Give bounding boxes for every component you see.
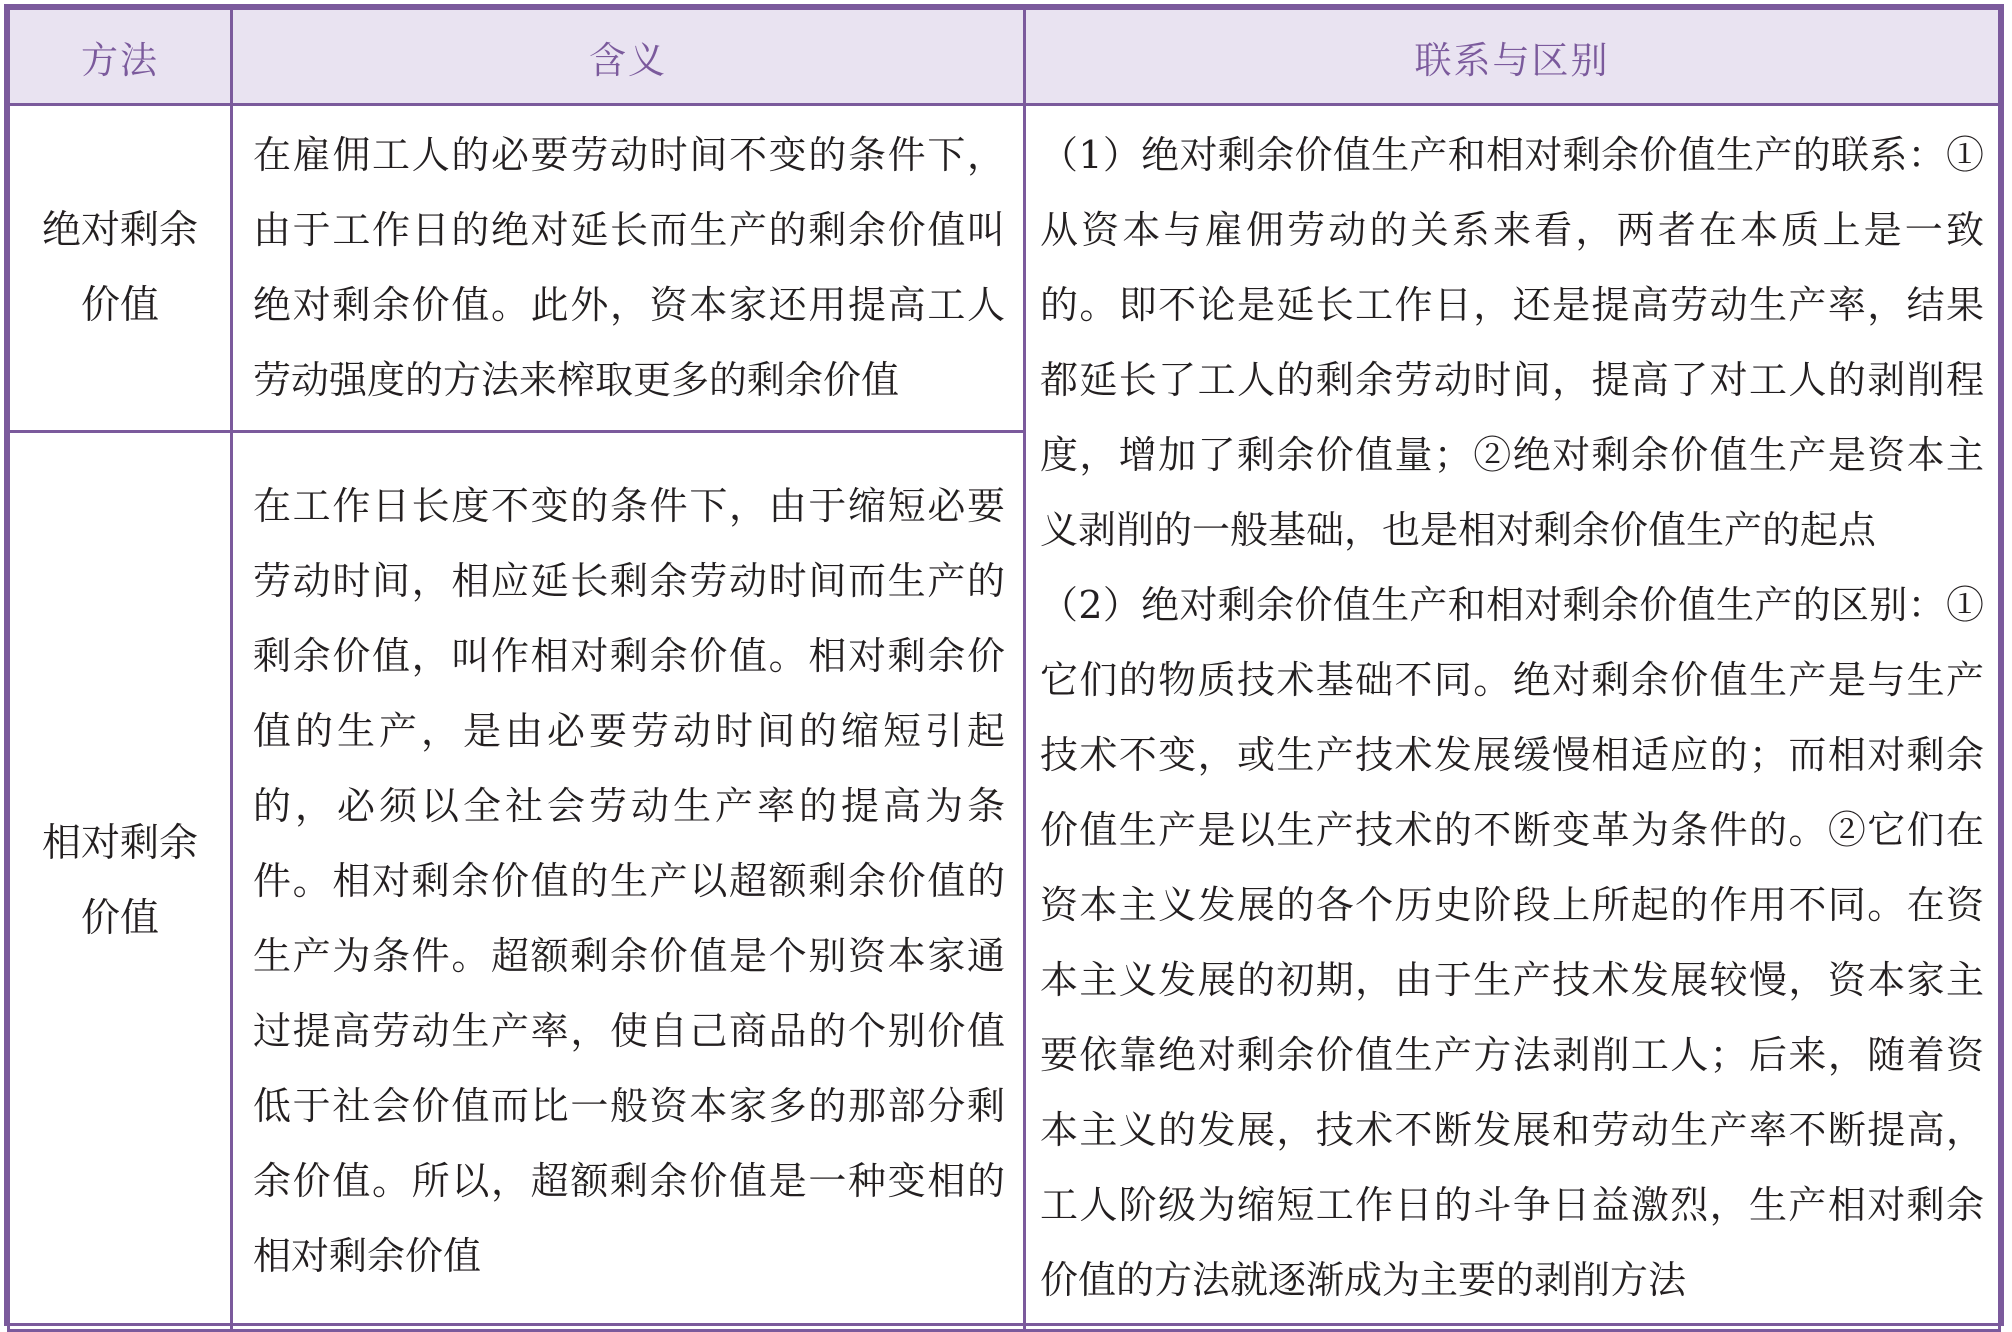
table-row [9, 105, 2000, 432]
header-relation: 联系与区别 [1025, 9, 2000, 105]
relation-difference-paragraph: （2）绝对剩余价值生产和相对剩余价值生产的区别：①它们的物质技术基础不同。绝对剩余价值生产是与生产技术不变，或生产技术发展缓慢相适应的；而相对剩余价值生产是以生产技术的不断变革为条件的。②它们在资本主义发展的各个历史阶段上所起的作用不同。在资本主义发展的初期，由于生产技术发展较慢，资本家主要依靠绝对剩余价值生产方法剥削工人；后来，随着资本主义的发展，技术不断发展和劳动生产率不断提高，工人阶级为缩短工作日的斗争日益激烈，生产相对剩余价值的方法就逐渐成为主要的剥削方法 [1040, 582, 1984, 1302]
comparison-table [7, 7, 2001, 1332]
comparison-table-container [4, 4, 2004, 1326]
header-meaning: 含义 [232, 9, 1025, 105]
meaning-cell-absolute: 在雇佣工人的必要劳动时间不变的条件下，由于工作日的绝对延长而生产的剩余价值叫绝对剩余价值。此外，资本家还用提高工人劳动强度的方法来榨取更多的剩余价值 [232, 105, 1025, 432]
method-cell-relative: 相对剩余价值 [9, 432, 232, 1331]
relation-cell [1025, 105, 2000, 1331]
method-cell-absolute: 绝对剩余价值 [9, 105, 232, 432]
meaning-cell-relative: 在工作日长度不变的条件下，由于缩短必要劳动时间，相应延长剩余劳动时间而生产的剩余价值，叫作相对剩余价值。相对剩余价值的生产，是由必要劳动时间的缩短引起的，必须以全社会劳动生产率的提高为条件。相对剩余价值的生产以超额剩余价值的生产为条件。超额剩余价值是个别资本家通过提高劳动生产率，使自己商品的个别价值低于社会价值而比一般资本家多的那部分剩余价值。所以，超额剩余价值是一种变相的相对剩余价值 [232, 432, 1025, 1331]
table-header-row [9, 9, 2000, 105]
header-method: 方法 [9, 9, 232, 105]
relation-connection-paragraph: （1）绝对剩余价值生产和相对剩余价值生产的联系：①从资本与雇佣劳动的关系来看，两者在本质上是一致的。即不论是延长工作日，还是提高劳动生产率，结果都延长了工人的剩余劳动时间，提高了对工人的剥削程度，增加了剩余价值量；②绝对剩余价值生产是资本主义剥削的一般基础，也是相对剩余价值生产的起点 [1040, 132, 1984, 552]
